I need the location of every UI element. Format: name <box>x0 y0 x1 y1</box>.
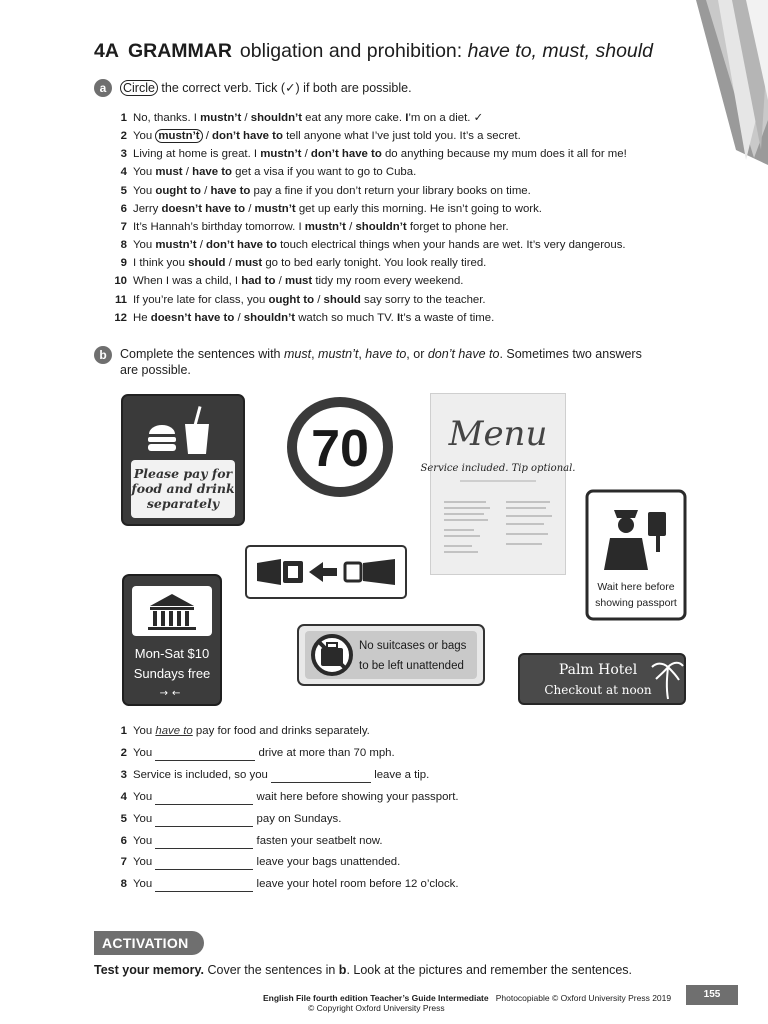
arrows-icon: →← <box>159 688 185 699</box>
exercise-a-item <box>120 201 542 217</box>
verb-option-2[interactable]: don’t have to <box>212 130 283 143</box>
item-text: watch so much TV. <box>295 311 397 324</box>
answer-example: have to <box>155 725 193 737</box>
item-text: You <box>133 725 156 737</box>
item-text: drive at more than 70 mph. <box>255 746 395 759</box>
seatbelt-sign <box>245 545 407 599</box>
item-text: do anything because my mum does it all for me! <box>381 148 627 161</box>
item-text: leave your bags unattended. <box>253 856 401 869</box>
item-number: 1 <box>120 725 127 737</box>
item-text: leave your hotel room before 12 o’clock. <box>253 878 459 891</box>
verb-option-1[interactable]: should <box>188 257 226 270</box>
verb-option-1[interactable]: ought to <box>155 184 201 197</box>
exercise-a-instruction: Circle the correct verb. Tick (✓) if both are possible. <box>120 80 412 96</box>
answer-blank[interactable] <box>271 771 371 783</box>
exercise-a-item <box>120 237 626 253</box>
item-text: You <box>133 130 156 143</box>
item-text: pay on Sundays. <box>253 812 342 825</box>
option-separator: / <box>196 239 207 252</box>
answer-blank[interactable] <box>155 837 253 849</box>
answer-blank[interactable] <box>155 880 253 892</box>
item-number: 8 <box>120 878 127 891</box>
item-number: 4 <box>120 166 127 179</box>
verb-option-2[interactable]: shouldn’t <box>243 311 296 324</box>
item-number: 5 <box>120 812 127 825</box>
item-text: No, thanks. I <box>133 112 201 124</box>
answer-blank[interactable] <box>155 858 253 870</box>
verb-option-1[interactable]: ought to <box>268 293 315 306</box>
passport-sign-line2: showing passport <box>595 597 677 609</box>
exercise-b-badge: b <box>94 346 112 364</box>
food-sign-line2: food and drink <box>131 481 235 496</box>
exercise-b-item <box>120 811 342 827</box>
verb-option-2[interactable]: don’t have to <box>310 148 382 161</box>
exercise-b-item <box>120 876 459 892</box>
corner-decoration <box>696 0 768 165</box>
verb-option-1[interactable]: mustn’t <box>304 220 346 233</box>
item-text: Living at home is great. I <box>133 148 261 161</box>
option-separator: / <box>200 184 211 197</box>
verb-option-2[interactable]: mustn’t <box>254 202 296 215</box>
verb-option-2[interactable]: don’t have to <box>206 239 277 252</box>
verb-option-2[interactable]: shouldn’t <box>355 220 407 233</box>
item-text: tell anyone what I’ve just told you. It’s a secret. <box>282 130 521 143</box>
exercise-b-item <box>120 745 395 761</box>
item-number: 12 <box>114 311 127 324</box>
exercise-b-instruction: Complete the sentences with must, mustn’t, have to, or don’t have to. Sometimes two answers are possible. <box>120 347 642 377</box>
item-text: You <box>133 856 156 869</box>
answer-blank[interactable] <box>155 815 253 827</box>
option-separator: / <box>301 148 311 161</box>
option-separator: / <box>234 311 244 324</box>
speed-limit-sign <box>285 395 395 499</box>
item-text: get a visa if you want to go to Cuba. <box>232 166 417 179</box>
option-separator: / <box>245 202 255 215</box>
exercise-a-item <box>120 164 417 180</box>
item-text: You <box>133 790 156 803</box>
option-separator: / <box>241 112 251 124</box>
exercise-a-item <box>120 183 531 199</box>
exercise-a-item <box>114 310 495 326</box>
item-text: Jerry <box>133 202 162 215</box>
verb-option-1[interactable]: mustn’t <box>155 239 197 252</box>
item-text: If you’re late for class, you <box>133 293 269 306</box>
item-text: wait here before showing your passport. <box>253 790 459 803</box>
exercise-a-item <box>120 255 487 271</box>
item-number: 6 <box>120 834 127 847</box>
museum-sign <box>122 574 222 706</box>
verb-option-2[interactable]: shouldn’t <box>250 112 302 124</box>
item-text: I <box>396 311 401 324</box>
verb-option-2[interactable]: have to <box>210 184 251 197</box>
option-separator: / <box>275 275 285 288</box>
verb-option-1[interactable]: doesn’t have to <box>161 202 246 215</box>
passport-control-sign <box>586 490 686 620</box>
item-text: ’m on a diet. ✓ <box>408 112 484 124</box>
page-number: 155 <box>686 985 738 1005</box>
passport-sign-line1: Wait here before <box>597 581 675 593</box>
item-text: You <box>133 812 156 825</box>
item-text: Service is included, so you <box>133 768 272 781</box>
exercise-a-item <box>114 273 464 289</box>
item-number: 1 <box>120 112 127 124</box>
item-text: I <box>405 112 409 124</box>
item-text: leave a tip. <box>371 768 430 781</box>
no-bags-sign <box>297 624 485 686</box>
bags-sign-line2: to be left unattended <box>359 660 464 672</box>
verb-option-2[interactable]: must <box>234 257 263 270</box>
exercise-a-item <box>120 219 509 235</box>
item-text: You <box>133 834 156 847</box>
bags-sign-line1: No suitcases or bags <box>359 640 467 652</box>
item-text: fasten your seatbelt now. <box>253 834 383 847</box>
item-text: He <box>133 311 151 324</box>
item-text: t’s a waste of time. <box>400 311 495 324</box>
item-text: You <box>133 878 156 891</box>
item-number: 2 <box>120 130 127 143</box>
item-number: 9 <box>120 257 127 270</box>
item-text: I think you <box>133 257 189 270</box>
item-text: You <box>133 239 156 252</box>
hotel-sign <box>518 653 686 705</box>
option-separator: / <box>182 166 193 179</box>
item-number: 8 <box>120 239 127 252</box>
option-separator: / <box>345 220 356 233</box>
item-text: pay a fine if you don’t return your library books on time. <box>250 184 531 197</box>
footer-copyright: © Copyright Oxford University Press <box>308 1003 445 1013</box>
verb-option-1[interactable]: mustn’t <box>155 129 202 143</box>
exercise-b-item <box>120 789 459 805</box>
exercise-a-badge: a <box>94 79 112 97</box>
no-luggage-icon <box>313 636 351 674</box>
exercise-a-item <box>120 146 627 162</box>
footer-credits: English File fourth edition Teacher’s Guide Intermediate Photocopiable © Oxford University Press 2019 <box>263 993 672 1003</box>
verb-option-1[interactable]: mustn’t <box>200 112 242 124</box>
food-sign-line1: Please pay for <box>133 466 233 481</box>
item-text: tidy my room every weekend. <box>312 275 464 288</box>
hotel-sign-line1: Palm Hotel <box>558 662 638 678</box>
answer-blank[interactable] <box>155 793 253 805</box>
option-separator: / <box>225 257 235 270</box>
menu-card <box>420 393 576 575</box>
verb-option-1[interactable]: mustn’t <box>260 148 302 161</box>
item-text: pay for food and drinks separately. <box>192 725 370 737</box>
unit-number: 4A <box>94 40 119 62</box>
verb-option-2[interactable]: should <box>323 293 361 306</box>
option-separator: / <box>314 293 324 306</box>
exercise-b-item <box>120 767 430 783</box>
item-text: go to bed early tonight. You look really tired. <box>262 257 487 270</box>
item-number: 5 <box>120 184 127 197</box>
item-text: touch electrical things when your hands are wet. It’s very dangerous. <box>276 239 626 252</box>
museum-sign-line2: Sundays free <box>133 666 211 681</box>
item-text: It’s Hannah’s birthday tomorrow. I <box>133 220 305 233</box>
menu-title: Menu <box>448 414 548 454</box>
item-number: 2 <box>120 746 127 759</box>
item-text: You <box>133 746 156 759</box>
activation-instruction: Test your memory. Cover the sentences in b. Look at the pictures and remember the sentences. <box>94 963 633 977</box>
item-text: When I was a child, I <box>133 275 242 288</box>
hotel-sign-line2: Checkout at noon <box>544 683 652 697</box>
item-text: eat any more cake. <box>302 112 406 124</box>
item-number: 7 <box>120 856 127 869</box>
item-text: You <box>133 166 156 179</box>
item-number: 10 <box>114 275 127 288</box>
exercise-a-item <box>114 292 486 308</box>
speed-limit-number: 70 <box>311 420 369 478</box>
exercise-b-item <box>120 854 401 870</box>
verb-option-1[interactable]: doesn’t have to <box>150 311 235 324</box>
verb-option-2[interactable]: must <box>284 275 313 288</box>
activation-label: ACTIVATION <box>94 931 204 955</box>
item-number: 11 <box>114 293 127 306</box>
menu-service-note: Service included. Tip optional. <box>420 463 576 474</box>
exercise-a-item <box>120 110 484 126</box>
answer-blank[interactable] <box>155 749 255 761</box>
exercise-b-item <box>120 833 383 849</box>
food-drink-sign <box>121 394 245 526</box>
verb-option-2[interactable]: have to <box>192 166 232 179</box>
item-text: forget to phone her. <box>406 220 509 233</box>
verb-option-1[interactable]: had to <box>241 275 276 288</box>
item-text: You <box>133 184 156 197</box>
option-separator: / <box>202 130 213 143</box>
item-number: 4 <box>120 790 127 803</box>
topic-text: obligation and prohibition: have to, must, should <box>239 40 653 62</box>
food-sign-line3: separately <box>146 496 220 511</box>
item-number: 6 <box>120 202 127 215</box>
item-text: say sorry to the teacher. <box>360 293 486 306</box>
verb-option-1[interactable]: must <box>155 166 183 179</box>
section-name: GRAMMAR <box>127 40 232 62</box>
page-title <box>94 40 653 63</box>
item-number: 3 <box>120 768 127 781</box>
exercise-b-item <box>120 723 370 739</box>
museum-sign-line1: Mon-Sat $10 <box>134 646 210 661</box>
exercise-a-item <box>120 128 521 144</box>
item-number: 3 <box>120 148 127 161</box>
item-text: get up early this morning. He isn’t going to work. <box>295 202 542 215</box>
item-number: 7 <box>120 220 127 233</box>
